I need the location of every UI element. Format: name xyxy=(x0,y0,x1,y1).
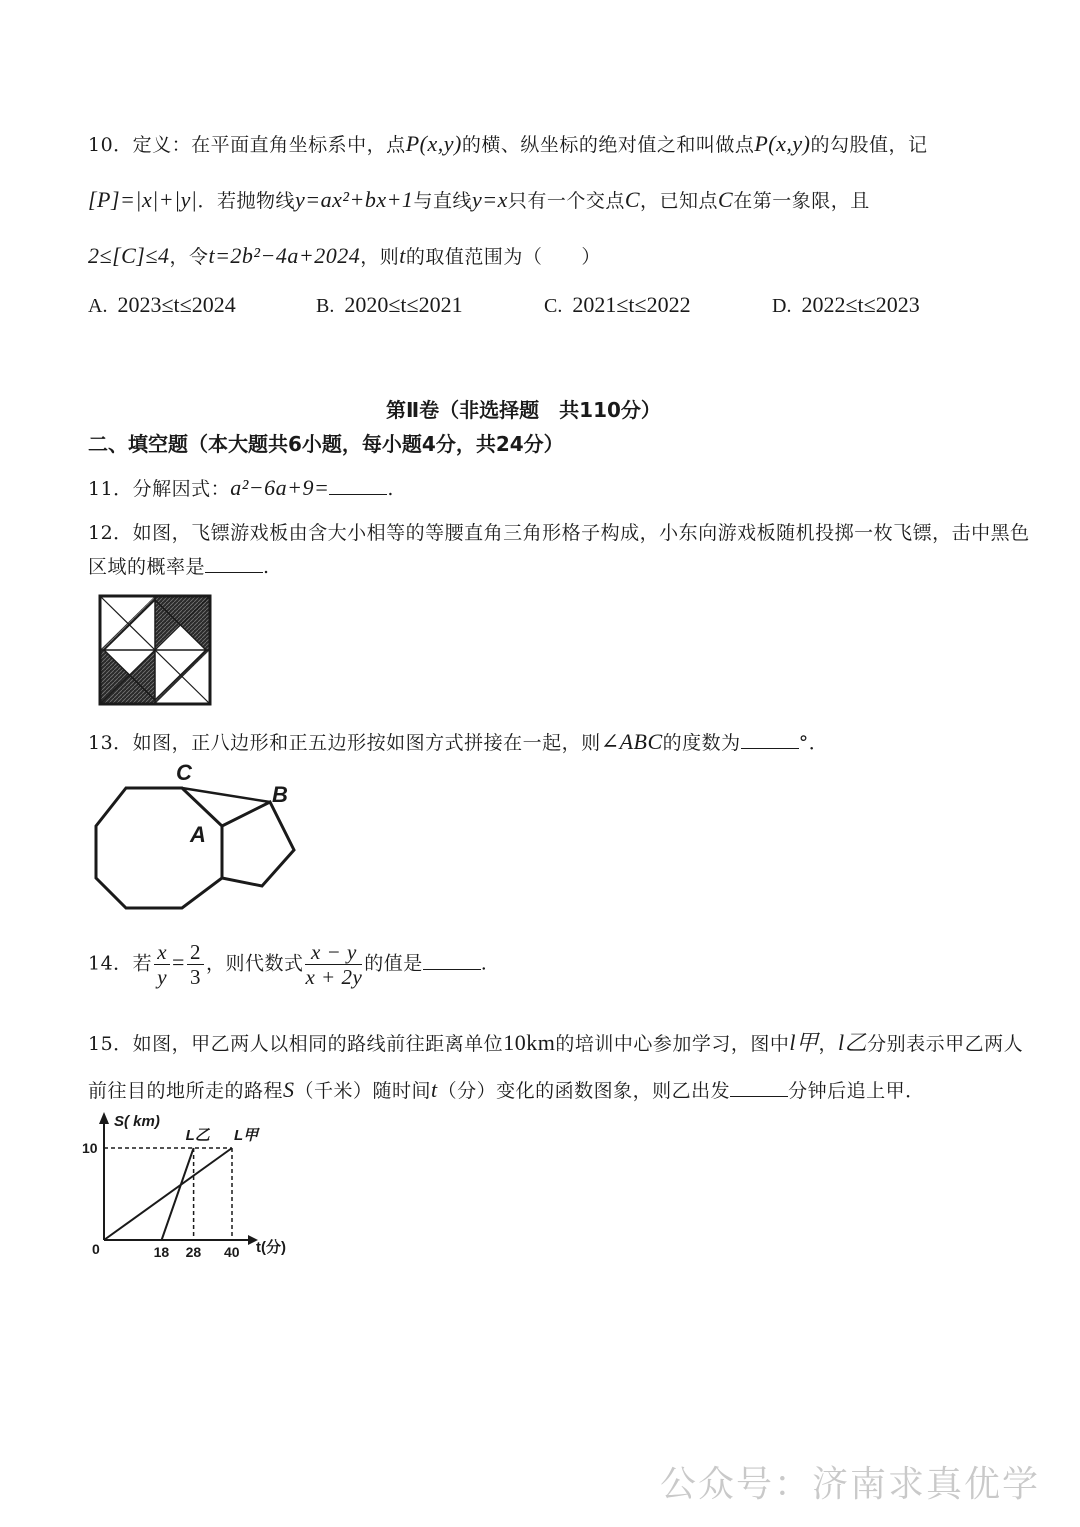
origin-label: 0 xyxy=(92,1241,100,1257)
label-B: B xyxy=(272,782,288,807)
x-tick-label-28: 28 xyxy=(185,1244,202,1260)
fraction-expression: $\frac{x - y}{x + 2y}$ xyxy=(305,940,363,989)
q15-answer-blank[interactable] xyxy=(730,1082,788,1097)
q14-answer-blank[interactable] xyxy=(423,955,481,970)
x-tick-label-18: 18 xyxy=(153,1244,170,1260)
angle-ABC: ∠ABC xyxy=(600,729,663,754)
part-title: 二、填空题（本大题共6小题，每小题4分，共24分） xyxy=(88,432,564,456)
series-line-jia xyxy=(104,1148,232,1240)
q10-line3: 2≤[C]≤4，令t=2b²−4a+2024，则t的取值范围为（ ） xyxy=(88,243,601,268)
label-C: C xyxy=(176,760,192,785)
q15-line2: 前往目的地所走的路程S（千米）随时间t（分）变化的函数图象，则乙出发 分钟后追上甲． xyxy=(88,1077,925,1102)
y-tick-label-10: 10 xyxy=(82,1140,98,1156)
watermark: 公众号：济南求真优学 xyxy=(659,1464,1040,1505)
series-label-jia: L甲 xyxy=(234,1127,259,1144)
q10-option-c[interactable]: C. 2021≤t≤2022 xyxy=(544,292,691,317)
x-tick-label-40: 40 xyxy=(224,1244,240,1260)
distance-time-chart xyxy=(80,1108,310,1268)
pythagorean-value-def: [P]=|x|+|y| xyxy=(88,187,198,212)
q10-option-d[interactable]: D. 2022≤t≤2023 xyxy=(772,292,920,317)
q10-line2: [P]=|x|+|y|．若抛物线y=ax²+bx+1与直线y=x只有一个交点C，已知点C在第一象限，且 xyxy=(88,187,870,212)
q13-line: 13．如图，正八边形和正五边形按如图方式拼接在一起，则∠ABC的度数为 °． xyxy=(88,729,829,754)
octagon-pentagon-figure xyxy=(90,758,310,918)
series-label-yi: L乙 xyxy=(185,1127,210,1144)
q12-line2: 区域的概率是 . xyxy=(88,556,270,578)
inequality-expr: 2≤[C]≤4 xyxy=(88,243,170,268)
q15-line1: 15．如图，甲乙两人以相同的路线前往距离单位10km的培训中心参加学习，图中l甲，l乙分别表示甲乙两人 xyxy=(88,1030,1024,1055)
point-P-expr-2: P(x,y) xyxy=(754,131,811,156)
point-P-expr-1: P(x,y) xyxy=(405,131,462,156)
l-jia-symbol: l甲 xyxy=(789,1030,819,1055)
line-expr: y=x xyxy=(471,187,508,212)
volume-title: 第Ⅱ卷（非选择题 共110分） xyxy=(386,398,661,422)
q11-expr: a²−6a+9= xyxy=(230,475,330,500)
q11-line: 11．分解因式：a²−6a+9= . xyxy=(88,475,394,500)
label-A: A xyxy=(190,822,206,847)
q10-option-a[interactable]: A. 2023≤t≤2024 xyxy=(88,292,236,317)
q14-line: 14．若 $\frac{x}{y}$ = $\frac{2}{3}$ ，则代数式 $\frac{x - y}{x + 2y}$ 的值是 . xyxy=(88,940,488,989)
fraction-2-over-3: $\frac{2}{3}$ xyxy=(187,940,204,989)
q11-answer-blank[interactable] xyxy=(329,480,387,495)
y-axis-label: S( km) xyxy=(114,1113,160,1130)
dartboard-figure xyxy=(98,594,212,706)
l-yi-symbol: l乙 xyxy=(837,1030,868,1055)
q10-line1: 10．定义：在平面直角坐标系中，点P(x,y)的横、纵坐标的绝对值之和叫做点P(x,y)的勾股值，记 xyxy=(88,131,928,156)
fraction-x-over-y: $\frac{x}{y}$ xyxy=(154,940,170,989)
regular-pentagon xyxy=(222,802,294,886)
q12-line1: 12．如图，飞镖游戏板由含大小相等的等腰直角三角形格子构成，小东向游戏板随机投掷一枚飞镖，击中黑色 xyxy=(88,522,1030,544)
y-axis-arrow-icon xyxy=(99,1112,109,1124)
q10-option-b[interactable]: B. 2020≤t≤2021 xyxy=(316,292,463,317)
q12-answer-blank[interactable] xyxy=(205,558,263,573)
regular-octagon xyxy=(96,788,222,908)
x-axis-label: t(分) xyxy=(256,1239,286,1256)
parabola-expr: y=ax²+bx+1 xyxy=(295,187,414,212)
q13-answer-blank[interactable] xyxy=(741,734,799,749)
t-definition: t=2b²−4a+2024 xyxy=(208,243,361,268)
